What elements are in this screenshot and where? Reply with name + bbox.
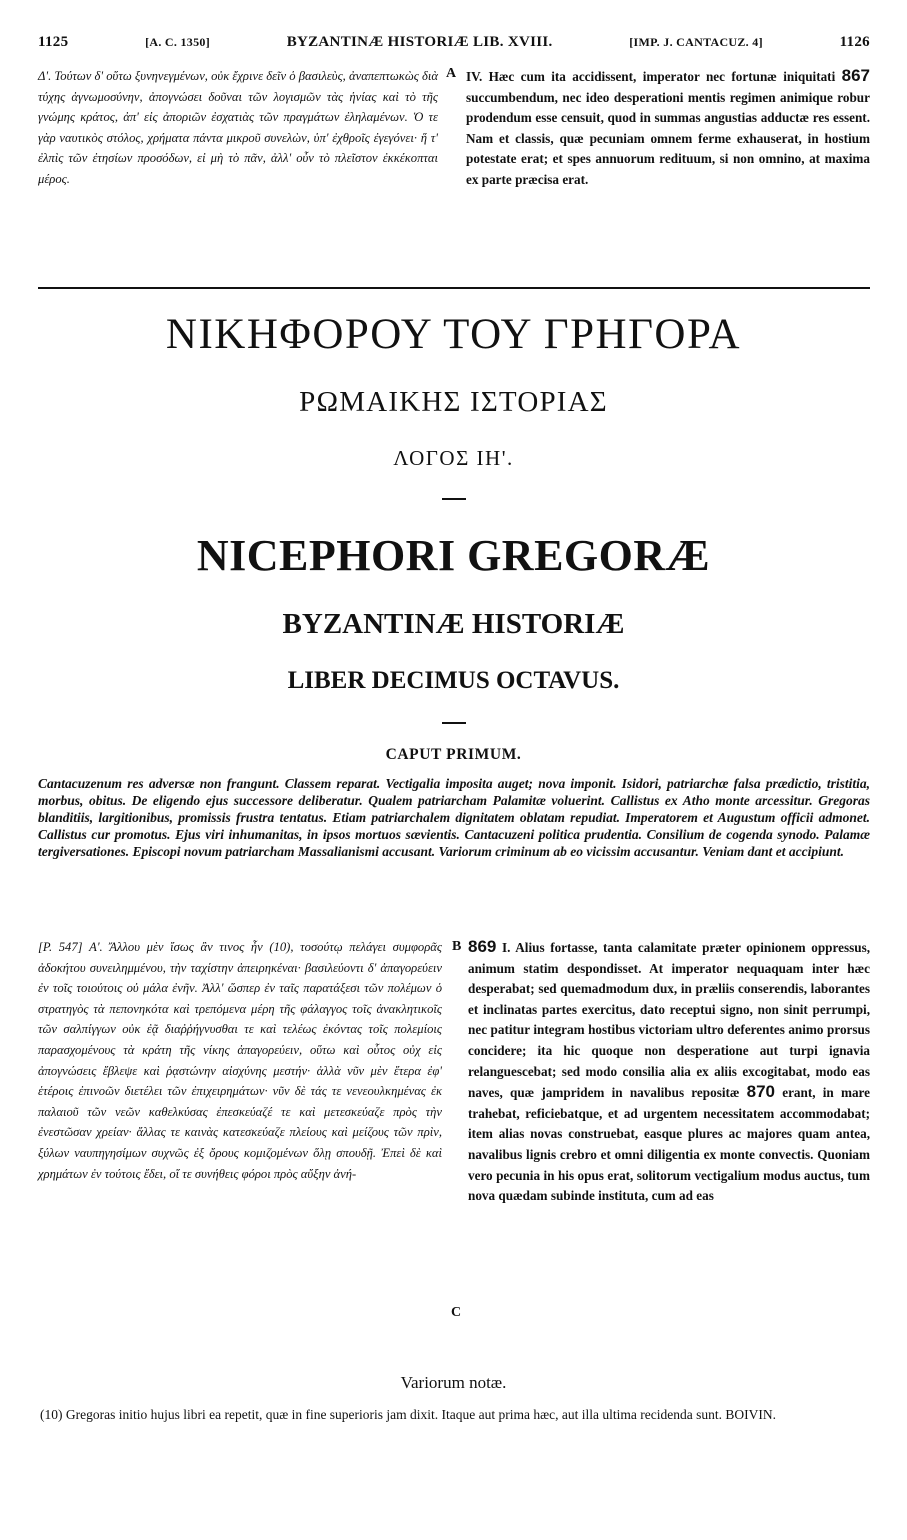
latin-column-main	[468, 937, 870, 1207]
latin-top-part2: succumbendum, nec ideo desperationi mentis regimen animique robur prodendum esse censuit, quod in summas angustias adductæ res essent. Nam et classis, quæ pecuniam omnem ferme exhauserat, in hostium potestate erat; et spes annuorum redituum, si non omnino, at maxima ex parte præcisa erat.	[466, 89, 870, 187]
greek-work-title: ΡΩΜΑΙΚΗΣ ΙΣΤΟΡΙΑΣ	[299, 386, 608, 418]
column-number-869: 869	[468, 937, 497, 956]
notes-heading: Variorum notæ.	[400, 1373, 507, 1392]
latin-main-part2: erant, in mare trahebat, reficiebatque, et ad urgentem necessitatem accommodabat; item alias novas construebat, easque plures ac majores quam antea, navalibus lignis crebro et omni diligentia ex monte convectis. Quoniam vero pecunia in his opus erat, solitorum vectigalium modus auctus, tum nova quædam subinde instituta, cum ad eas	[468, 1085, 871, 1204]
latin-top-part1: IV. Hæc cum ita accidissent, imperator nec fortunæ iniquitati	[466, 69, 836, 84]
emperor-label: [IMP. J. CANTACUZ. 4]	[629, 35, 763, 49]
section-divider	[38, 287, 870, 289]
latin-author-title: NICEPHORI GREGORÆ	[196, 531, 711, 580]
page-number-left: 1125	[38, 34, 69, 50]
running-title: BYZANTINÆ HISTORIÆ LIB. XVIII.	[286, 34, 553, 50]
page-number-right: 1126	[839, 34, 870, 50]
latin-book-title: LIBER DECIMUS OCTAVUS.	[287, 667, 620, 694]
latin-work-title: BYZANTINÆ HISTORIÆ	[282, 608, 625, 640]
title-rule-2	[442, 722, 466, 724]
year-label: [A. C. 1350]	[145, 35, 210, 49]
footnote-10: (10) Gregoras initio hujus libri ea repetit, quæ in fine superioris jam dixit. Itaque aut prima hæc, aut illa ultima recidenda sunt. BOIVIN.	[40, 1407, 776, 1422]
margin-marker-b: B	[452, 939, 462, 954]
greek-author-title: ΝΙΚΗΦΟΡΟΥ ΤΟΥ ΓΡΗΓΟΡΑ	[165, 311, 742, 358]
greek-column-main: [P. 547] Α'. Ἄλλου μὲν ἴσως ἂν τινος ἦν (10), τοσούτῳ πελάγει συμφορᾶς ἀδοκήτου συνειλημμένου, τὴν ταχίστην ἀπειρηκέναι· βασιλεύοντι δ' ἀπαγορεύειν ἐν τοῖς τοιούτοις οὐ μάλα ἐνῆν. Ἀλλ' ὥσπερ ἐν ταῖς παρατάξεσι τῶν πολέμων ὁ στρατηγὸς τὰ πεπονηκότα καὶ τρεπόμενα μέρη τῆς φάλαγγος τοῖς ἀνακλητικοῖς τῶν σαλπίγγων οὐκ ἐᾷ διαῤῥήγνυσθαι τε καὶ τελέως ἐκόντας τοῖς πολεμίοις παρασχομένους τὰ κράτη τῆς νίκης ἀπαγορεύειν, οὕτω καὶ οὗτος οὐχ εἰς ἀπογνώσεις ἔβλεψε καὶ ῥᾳστώνην αἰσχύνης μεστήν· ἀλλὰ νῦν μὲν ἕτερα ἐφ' ἑτέροις ἐπινοῶν διετέλει τῶν ἐπιχειρημάτων· νῦν δὲ τάς τε νενεουλκημένας ἐκ παλαιοῦ τῶν νεῶν καθελκύσας ἐπεσκεύαζέ τε καὶ μετεσκεύαζε πρὸς τὴν ἐνεστῶσαν χρείαν· ἄλλας τε καινὰς κατεσκεύαζε πλείους καὶ μείζους τῶν πρὶν, ξύλων ναυπηγησίμων συχνῶς ἐξ ὄρους κομιζομένων ὅλῃ σπουδῇ. Ἐπεὶ δὲ καὶ χρημάτων ἐν τούτοις ἔδει, οἵ τε συνήθεις φόροι πρὸς αὔξην ἀνή-	[38, 940, 442, 1181]
chapter-summary: Cantacuzenum res adversæ non frangunt. Classem reparat. Vectigalia imposita auget; nova imponit. Isidori, patriarchæ falsa prædictio, tristitia, morbus, obitus. De eligendo ejus successore deliberatur. Qualem patriarcham Palamitæ voluerint. Callistus ex Atho monte arcessitur. Gregoras blanditiis, largitionibus, promissis frustra tentatus. Etiam patriarchalem dignitatem oblatam repudiat. Imperatorem et Augustum officii admonet. Callistus cur promotus. Ejus viri inhumanitas, in ipsos mortuos sævientis. Cantacuzeni politica prudentia. Consilium de cogenda synodo. Palamæ tergiversationes. Episcopi novum patriarcham Massalianismi accusant. Variorum criminum ab eo vicissim accusantur. Veniam dant et accipiunt.	[38, 776, 870, 859]
column-number-870: 870	[746, 1082, 775, 1102]
margin-marker-a: A	[446, 66, 457, 81]
running-head	[38, 34, 870, 56]
latin-column-top	[466, 66, 870, 191]
chapter-heading: CAPUT PRIMUM.	[385, 746, 522, 763]
greek-book-title: ΛΟΓΟΣ ΙΗ'.	[393, 446, 514, 470]
greek-column-top: Δ'. Τούτων δ' οὕτω ξυνηνεγμένων, οὐκ ἔχρινε δεῖν ὁ βασιλεὺς, ἀναπεπτωκὼς διὰ τύχης ἀγνωμοσύνην, ἀπογνώσει δοῦναι τῶν λογισμῶν τὰς ἡνίας καὶ τὸ τῆς γνώμης κράτος, ἀπ' εἰς ἀποριῶν ἐσχατιὰς τῶν πραγμάτων ἐληλαμένων. Ὁ τε γὰρ ναυτικὸς στόλος, χρήματα πάντα μικροῦ συνελὼν, ὑπ' ἐχθροῖς ἐγεγόνει· ἥ τ' ἐλπὶς τῶν ἐτησίων προσόδων, εἰ μὴ τὸ πᾶν, ἀλλ' οὖν τὸ πλεῖστον ἐκκέκοπται μέρος.	[38, 69, 438, 186]
column-number-867: 867	[841, 66, 870, 85]
margin-marker-c: C	[451, 1305, 462, 1320]
latin-main-part1: I. Alius fortasse, tanta calamitate præter opinionem oppressus, animum statim despondisset. At imperator nequaquam inter hæc desperabat; sed quemadmodum dux, in præliis conserendis, laborantes et inclinatas partes exercitus, dato receptui signo, non sinit perrumpi, nec patitur integram hostibus victoriam ultro deferentes animo prorsus concidere; ita hic quoque non desperatione aut turpi ignavia relanguescebat; sed modo consilia alia ex aliis excogitabat, modo eas naves, quæ jampridem in navalibus repositæ	[468, 940, 870, 1101]
title-rule-1	[442, 498, 466, 500]
